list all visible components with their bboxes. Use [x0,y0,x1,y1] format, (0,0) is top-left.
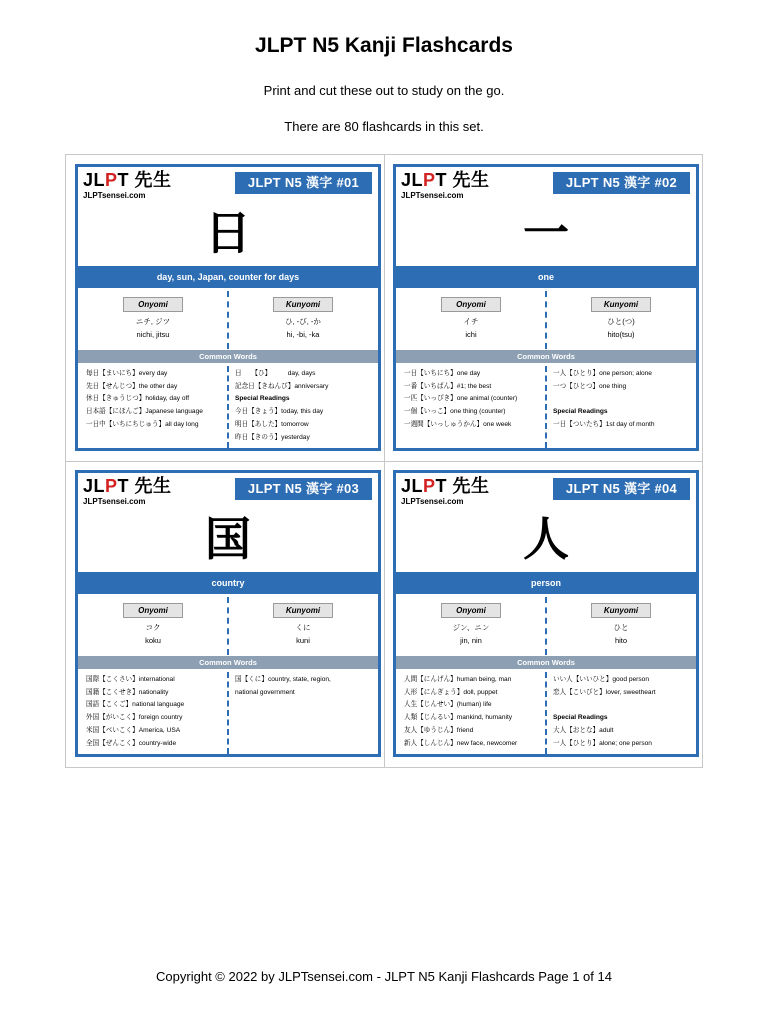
onyomi-romaji: koku [145,636,161,645]
onyomi-label: Onyomi [123,297,183,312]
kunyomi-kana: ひと [613,623,629,632]
meaning-bar: one [396,266,696,288]
onyomi-romaji: nichi, jitsu [136,330,170,339]
word-entry: 先日【せんじつ】the other day [86,382,178,390]
page-footer: Copyright © 2022 by JLPTsensei.com - JLPT N5 Kanji Flashcards Page 1 of 14 [156,969,612,984]
word-entry: 恋人【こいびと】lover, sweetheart [553,688,656,696]
kanji-character: 一 [523,206,569,260]
divider-dashed [227,366,229,448]
word-entry: 人間【にんげん】human being, man [404,676,512,683]
subtitle-print: Print and cut these out to study on the go. [263,83,505,98]
jlptsensei-logo: JLPT 先生 JLPTsensei.com [401,476,490,506]
divider-dashed [227,672,229,754]
word-entry: 休日【きゅうじつ】holiday, day off [86,395,190,403]
onyomi-kana: ジン、ニン [452,623,490,632]
meaning-bar: person [396,572,696,594]
page-title: JLPT N5 Kanji Flashcards [255,34,513,57]
common-words-right [553,674,691,750]
word-entry: 友人【ゆうじん】friend [404,726,474,734]
kunyomi-kana: くに [295,623,311,632]
kunyomi-romaji: hi, -bi, -ka [286,330,320,339]
word-entry: 全国【ぜんこく】country-wide [86,739,177,747]
common-words-left [86,674,224,750]
word-entry: Special Readings [235,395,290,403]
word-entry: 一人【ひとり】one person; alone [553,370,652,377]
onyomi-label: Onyomi [123,603,183,618]
onyomi-column [78,597,228,655]
word-entry: national government [235,688,295,696]
common-words-right [553,368,691,432]
cut-line-horizontal [66,461,702,462]
kunyomi-romaji: kuni [296,636,310,645]
kunyomi-romaji: hito(tsu) [607,330,635,339]
word-entry: 国際【こくさい】international [86,676,175,683]
card-number-badge: JLPT N5 漢字 #02 [553,172,690,194]
word-entry: 一日中【いちにちじゅう】all day long [86,420,199,428]
word-entry: 国【くに】country, state, region, [235,676,331,683]
word-entry: Special Readings [553,408,608,416]
word-entry: 一番【いちばん】#1; the best [404,382,492,390]
word-entry: 一個【いっこ】one thing (counter) [404,408,506,416]
onyomi-romaji: ichi [465,330,477,339]
word-entry: 外国【がいこく】foreign country [86,714,183,722]
common-words-right [235,368,373,444]
word-entry: 一週間【いっしゅうかん】one week [404,420,512,428]
meaning-bar: country [78,572,378,594]
flashcard-4 [393,470,699,757]
kunyomi-column [546,597,696,655]
word-entry: 毎日【まいにち】every day [86,370,168,377]
word-entry: 今日【きょう】today, this day [235,408,324,416]
subtitle-count: There are 80 flashcards in this set. [284,119,484,134]
word-entry: 国語【こくご】national language [86,701,185,709]
card-number-badge: JLPT N5 漢字 #03 [235,478,372,500]
common-words-left [86,368,224,432]
common-words-bar: Common Words [78,350,378,363]
kanji-character: 日 [205,206,251,260]
common-words-bar: Common Words [396,656,696,669]
card-number-badge: JLPT N5 漢字 #04 [553,478,690,500]
word-entry: 人類【じんるい】mankind, humanity [404,714,513,722]
kanji-character: 国 [205,512,251,566]
jlptsensei-logo: JLPT 先生 JLPTsensei.com [401,170,490,200]
flashcard-3 [75,470,381,757]
word-entry [553,699,691,712]
jlptsensei-logo: JLPT 先生 JLPTsensei.com [83,170,172,200]
word-entry: 米国【べいこく】America, USA [86,726,181,734]
common-words-bar: Common Words [78,656,378,669]
card-number-badge: JLPT N5 漢字 #01 [235,172,372,194]
word-entry: 昨日【きのう】yesterday [235,433,310,441]
word-entry: 新人【しんじん】new face, newcomer [404,739,518,747]
word-entry: 日本語【にほんご】Japanese language [86,408,203,416]
word-entry: 日 【ひ】 day, days [235,370,316,377]
divider-dashed [545,672,547,754]
word-entry: 一日【いちにち】one day [404,370,481,377]
kunyomi-kana: ひと(つ) [607,317,635,326]
kunyomi-column [228,291,378,349]
word-entry: Special Readings [553,714,608,722]
flashcard-1 [75,164,381,451]
onyomi-column [396,597,546,655]
divider-dashed [227,597,229,655]
word-entry: 一匹【いっぴき】one animal (counter) [404,395,518,403]
word-entry [553,393,691,406]
kanji-character: 人 [523,512,569,566]
divider-dashed [545,597,547,655]
jlptsensei-logo: JLPT 先生 JLPTsensei.com [83,476,172,506]
word-entry: 明日【あした】tomorrow [235,420,309,428]
kunyomi-label: Kunyomi [591,297,651,312]
divider-dashed [227,291,229,349]
onyomi-label: Onyomi [441,297,501,312]
onyomi-column [396,291,546,349]
word-entry: 人生【じんせい】(human) life [404,701,492,709]
onyomi-kana: ニチ, ジツ [135,317,171,326]
kunyomi-romaji: hito [614,636,628,645]
kunyomi-kana: ひ, -び, -か [285,317,321,326]
onyomi-kana: コク [145,623,161,632]
onyomi-column [78,291,228,349]
kunyomi-label: Kunyomi [273,603,333,618]
word-entry: いい人【いいひと】good person [553,676,650,683]
flashcard-2 [393,164,699,451]
kunyomi-label: Kunyomi [273,297,333,312]
divider-dashed [545,366,547,448]
word-entry: 一つ【ひとつ】one thing [553,382,627,390]
word-entry: 一人【ひとり】alone; one person [553,739,652,747]
kunyomi-label: Kunyomi [591,603,651,618]
common-words-right [235,674,373,699]
onyomi-kana: イチ [463,317,479,326]
word-entry: 記念日【きねんび】anniversary [235,382,329,390]
word-entry: 国籍【こくせき】nationality [86,688,169,696]
kunyomi-column [228,597,378,655]
word-entry: 大人【おとな】adult [553,726,614,734]
kunyomi-column [546,291,696,349]
word-entry: 一日【ついたち】1st day of month [553,420,655,428]
onyomi-romaji: jin, nin [460,636,482,645]
common-words-left [404,368,542,432]
common-words-left [404,674,542,750]
common-words-bar: Common Words [396,350,696,363]
onyomi-label: Onyomi [441,603,501,618]
word-entry: 人形【にんぎょう】doll, puppet [404,688,498,696]
divider-dashed [545,291,547,349]
meaning-bar: day, sun, Japan, counter for days [78,266,378,288]
